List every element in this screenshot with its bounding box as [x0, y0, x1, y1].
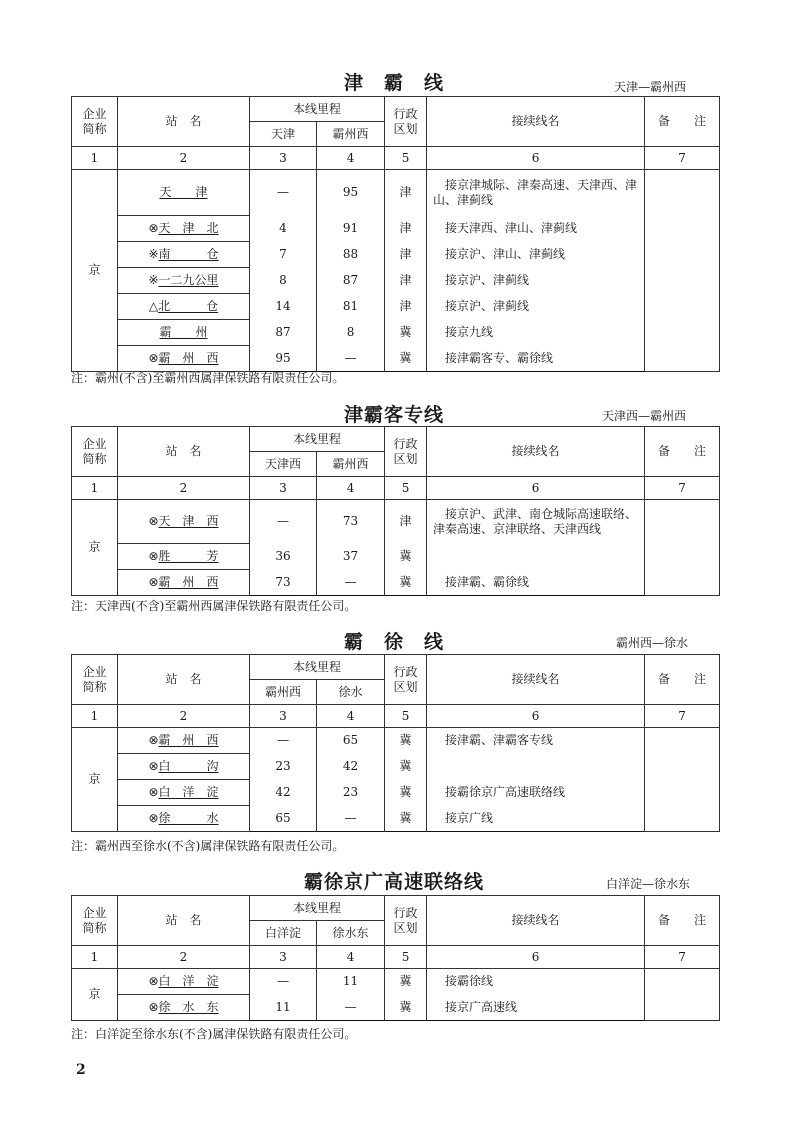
header-station-name: 站 名	[118, 427, 250, 477]
station-cell	[118, 754, 250, 780]
station-cell	[118, 346, 250, 372]
mileage-to-value: —	[317, 995, 385, 1021]
mileage-from-value: 42	[250, 780, 317, 806]
mileage-to-value: 65	[317, 728, 385, 754]
section-title-4: 霸徐京广高速联络线	[304, 871, 485, 893]
station-table	[71, 654, 720, 832]
section-range-3: 霸州西—徐水	[616, 636, 689, 650]
connecting-lines: 接京津城际、津秦高速、天津西、津山、津蓟线	[427, 170, 645, 216]
mileage-to-value: 11	[317, 969, 385, 995]
header-company-line2: 简称	[82, 920, 107, 935]
mileage-to-value: 95	[317, 170, 385, 216]
column-index: 7	[645, 147, 720, 170]
station-cell	[118, 969, 250, 995]
mileage-from-value: 7	[250, 242, 317, 268]
mileage-to-value: 87	[317, 268, 385, 294]
admin-region: 冀	[385, 544, 427, 570]
station-cell	[118, 294, 250, 320]
header-company-line1: 企业	[82, 106, 107, 121]
mileage-to-value: —	[317, 806, 385, 832]
station-symbol: ※	[148, 273, 159, 287]
station-cell	[118, 780, 250, 806]
page-number: 2	[76, 1062, 86, 1078]
connecting-lines: 接京沪、津山、津蓟线	[427, 242, 645, 268]
table-row	[72, 320, 720, 346]
header-mileage-from: 白洋淀	[250, 921, 317, 946]
header-company-line1: 企业	[82, 905, 107, 920]
column-index: 1	[72, 705, 118, 728]
admin-region: 津	[385, 170, 427, 216]
mileage-from-value: 65	[250, 806, 317, 832]
station-symbol: ⊗	[148, 1000, 159, 1014]
header-station-name: 站 名	[118, 655, 250, 705]
column-index: 3	[250, 946, 317, 969]
table-row	[72, 294, 720, 320]
table-row	[72, 570, 720, 596]
station-symbol: ⊗	[148, 759, 159, 773]
mileage-to-value: 42	[317, 754, 385, 780]
mileage-from-value: —	[250, 969, 317, 995]
column-index: 2	[118, 946, 250, 969]
admin-region: 津	[385, 242, 427, 268]
section-title-2: 津霸客专线	[344, 404, 445, 426]
header-company-line2: 简称	[82, 679, 107, 694]
station-table	[71, 96, 720, 372]
mileage-from-value: —	[250, 170, 317, 216]
header-company	[72, 655, 118, 705]
note-2: 注：天津西(不含)至霸州西属津保铁路有限责任公司。	[71, 599, 357, 613]
column-index: 5	[385, 147, 427, 170]
station-cell	[118, 806, 250, 832]
admin-region: 津	[385, 268, 427, 294]
header-remarks: 备 注	[645, 896, 720, 946]
mileage-to-value: 37	[317, 544, 385, 570]
header-admin-line2: 区划	[393, 679, 418, 694]
admin-region: 津	[385, 216, 427, 242]
station-symbol: ⊗	[148, 974, 159, 988]
section-title-1: 津 霸 线	[344, 72, 445, 94]
mileage-to-value: 91	[317, 216, 385, 242]
station-symbol: ⊗	[148, 549, 159, 563]
mileage-from-value: 14	[250, 294, 317, 320]
station-symbol: ※	[148, 247, 159, 261]
header-station-name: 站 名	[118, 896, 250, 946]
column-index: 4	[317, 946, 385, 969]
station-name: 天 津 北	[158, 221, 219, 235]
column-index: 6	[427, 705, 645, 728]
connecting-lines	[427, 544, 645, 570]
header-admin-region	[385, 896, 427, 946]
station-symbol: △	[148, 299, 159, 313]
column-index: 7	[645, 477, 720, 500]
note-4: 注：白洋淀至徐水东(不含)属津保铁路有限责任公司。	[71, 1027, 357, 1041]
column-index: 5	[385, 705, 427, 728]
column-index: 4	[317, 147, 385, 170]
station-symbol: ⊗	[148, 514, 159, 528]
table-row	[72, 216, 720, 242]
connecting-lines: 接津霸、津霸客专线	[427, 728, 645, 754]
column-index: 2	[118, 477, 250, 500]
station-table	[71, 895, 720, 1021]
connecting-lines: 接京沪、津蓟线	[427, 268, 645, 294]
header-company-line1: 企业	[82, 436, 107, 451]
station-name: 霸 州	[159, 325, 208, 339]
station-name: 胜 芳	[158, 549, 219, 563]
station-name: 霸 州 西	[158, 351, 219, 365]
connecting-lines	[427, 754, 645, 780]
column-index: 3	[250, 477, 317, 500]
table-row	[72, 242, 720, 268]
connecting-lines: 接京沪、武津、南仓城际高速联络、津秦高速、京津联络、天津西线	[427, 500, 645, 544]
column-index: 6	[427, 946, 645, 969]
remarks-cell	[645, 170, 720, 372]
connecting-lines: 接天津西、津山、津蓟线	[427, 216, 645, 242]
header-remarks: 备 注	[645, 655, 720, 705]
header-mileage-from: 天津	[250, 122, 317, 147]
admin-region: 津	[385, 294, 427, 320]
header-mileage: 本线里程	[250, 97, 385, 122]
company-abbr: 京	[72, 500, 118, 596]
header-remarks: 备 注	[645, 97, 720, 147]
station-name: 霸 州 西	[158, 733, 219, 747]
station-symbol: ⊗	[148, 575, 159, 589]
company-abbr: 京	[72, 969, 118, 1021]
section-range-2: 天津西—霸州西	[602, 409, 687, 423]
column-index: 7	[645, 946, 720, 969]
header-remarks: 备 注	[645, 427, 720, 477]
mileage-to-value: —	[317, 346, 385, 372]
header-admin-region	[385, 427, 427, 477]
table-row	[72, 268, 720, 294]
station-cell	[118, 320, 250, 346]
section-title-3: 霸 徐 线	[344, 631, 445, 653]
mileage-from-value: —	[250, 500, 317, 544]
column-index: 1	[72, 477, 118, 500]
station-name: 白 洋 淀	[158, 785, 219, 799]
table-row	[72, 170, 720, 216]
header-connecting-lines: 接续线名	[427, 655, 645, 705]
admin-region: 冀	[385, 728, 427, 754]
station-symbol: ⊗	[148, 785, 159, 799]
header-admin-line1: 行政	[393, 106, 418, 121]
remarks-cell	[645, 500, 720, 596]
company-abbr: 京	[72, 728, 118, 832]
station-name: 南 仓	[158, 247, 219, 261]
header-company	[72, 896, 118, 946]
header-mileage-to: 霸州西	[317, 122, 385, 147]
column-index: 4	[317, 477, 385, 500]
station-cell	[118, 170, 250, 216]
column-index: 5	[385, 477, 427, 500]
column-index: 6	[427, 477, 645, 500]
station-cell	[118, 570, 250, 596]
header-mileage: 本线里程	[250, 896, 385, 921]
station-cell	[118, 242, 250, 268]
table-row	[72, 780, 720, 806]
station-name: 白 沟	[158, 759, 219, 773]
station-cell	[118, 268, 250, 294]
station-symbol: ⊗	[148, 733, 159, 747]
mileage-to-value: 88	[317, 242, 385, 268]
header-admin-region	[385, 97, 427, 147]
section-range-4: 白洋淀—徐水东	[606, 877, 691, 891]
header-admin-line1: 行政	[393, 664, 418, 679]
header-connecting-lines: 接续线名	[427, 97, 645, 147]
mileage-to-value: 23	[317, 780, 385, 806]
column-index: 1	[72, 946, 118, 969]
mileage-from-value: —	[250, 728, 317, 754]
station-cell	[118, 500, 250, 544]
header-company	[72, 427, 118, 477]
admin-region: 冀	[385, 320, 427, 346]
connecting-lines: 接霸徐京广高速联络线	[427, 780, 645, 806]
admin-region: 冀	[385, 806, 427, 832]
table-row	[72, 806, 720, 832]
header-connecting-lines: 接续线名	[427, 896, 645, 946]
column-index: 7	[645, 705, 720, 728]
column-index: 2	[118, 147, 250, 170]
connecting-lines: 接霸徐线	[427, 969, 645, 995]
column-index: 2	[118, 705, 250, 728]
station-cell	[118, 216, 250, 242]
station-name: 徐 水	[158, 811, 219, 825]
table-row	[72, 754, 720, 780]
mileage-from-value: 4	[250, 216, 317, 242]
station-cell	[118, 728, 250, 754]
admin-region: 冀	[385, 346, 427, 372]
header-mileage-to: 霸州西	[317, 452, 385, 477]
station-name: 一二九公里	[158, 273, 219, 287]
section-range-1: 天津—霸州西	[614, 80, 687, 94]
mileage-to-value: 81	[317, 294, 385, 320]
table-row	[72, 346, 720, 372]
mileage-to-value: —	[317, 570, 385, 596]
admin-region: 冀	[385, 570, 427, 596]
station-cell	[118, 995, 250, 1021]
mileage-to-value: 8	[317, 320, 385, 346]
header-mileage: 本线里程	[250, 655, 385, 680]
admin-region: 冀	[385, 995, 427, 1021]
header-admin-line1: 行政	[393, 436, 418, 451]
header-company-line1: 企业	[82, 664, 107, 679]
mileage-from-value: 36	[250, 544, 317, 570]
station-name: 徐 水 东	[158, 1000, 219, 1014]
table-row	[72, 544, 720, 570]
connecting-lines: 接京九线	[427, 320, 645, 346]
header-connecting-lines: 接续线名	[427, 427, 645, 477]
mileage-from-value: 8	[250, 268, 317, 294]
station-name: 天 津	[159, 185, 208, 199]
station-cell	[118, 544, 250, 570]
header-admin-region	[385, 655, 427, 705]
column-index: 5	[385, 946, 427, 969]
column-index: 4	[317, 705, 385, 728]
header-mileage-to: 徐水	[317, 680, 385, 705]
mileage-from-value: 87	[250, 320, 317, 346]
header-mileage-to: 徐水东	[317, 921, 385, 946]
company-abbr: 京	[72, 170, 118, 372]
admin-region: 冀	[385, 754, 427, 780]
station-symbol: ⊗	[148, 221, 159, 235]
column-index: 3	[250, 147, 317, 170]
station-symbol: ⊗	[148, 351, 159, 365]
header-mileage: 本线里程	[250, 427, 385, 452]
note-1: 注：霸州(不含)至霸州西属津保铁路有限责任公司。	[71, 371, 345, 385]
mileage-to-value: 73	[317, 500, 385, 544]
note-3: 注：霸州西至徐水(不含)属津保铁路有限责任公司。	[71, 839, 345, 853]
connecting-lines: 接津霸、霸徐线	[427, 570, 645, 596]
header-mileage-from: 霸州西	[250, 680, 317, 705]
station-name: 白 洋 淀	[158, 974, 219, 988]
station-table	[71, 426, 720, 596]
connecting-lines: 接京广高速线	[427, 995, 645, 1021]
mileage-from-value: 23	[250, 754, 317, 780]
connecting-lines: 接京沪、津蓟线	[427, 294, 645, 320]
admin-region: 冀	[385, 969, 427, 995]
header-admin-line2: 区划	[393, 920, 418, 935]
table-row	[72, 500, 720, 544]
table-row	[72, 969, 720, 995]
header-admin-line1: 行政	[393, 905, 418, 920]
table-row	[72, 728, 720, 754]
station-name: 北 仓	[158, 299, 219, 313]
mileage-from-value: 95	[250, 346, 317, 372]
header-company	[72, 97, 118, 147]
column-index: 6	[427, 147, 645, 170]
connecting-lines: 接京广线	[427, 806, 645, 832]
header-station-name: 站 名	[118, 97, 250, 147]
remarks-cell	[645, 728, 720, 832]
mileage-from-value: 73	[250, 570, 317, 596]
station-name: 天 津 西	[158, 514, 219, 528]
table-row	[72, 995, 720, 1021]
connecting-lines: 接津霸客专、霸徐线	[427, 346, 645, 372]
station-symbol: ⊗	[148, 811, 159, 825]
header-admin-line2: 区划	[393, 451, 418, 466]
header-admin-line2: 区划	[393, 121, 418, 136]
admin-region: 津	[385, 500, 427, 544]
admin-region: 冀	[385, 780, 427, 806]
mileage-from-value: 11	[250, 995, 317, 1021]
column-index: 3	[250, 705, 317, 728]
header-company-line2: 简称	[82, 451, 107, 466]
header-company-line2: 简称	[82, 121, 107, 136]
remarks-cell	[645, 969, 720, 1021]
header-mileage-from: 天津西	[250, 452, 317, 477]
station-name: 霸 州 西	[158, 575, 219, 589]
column-index: 1	[72, 147, 118, 170]
